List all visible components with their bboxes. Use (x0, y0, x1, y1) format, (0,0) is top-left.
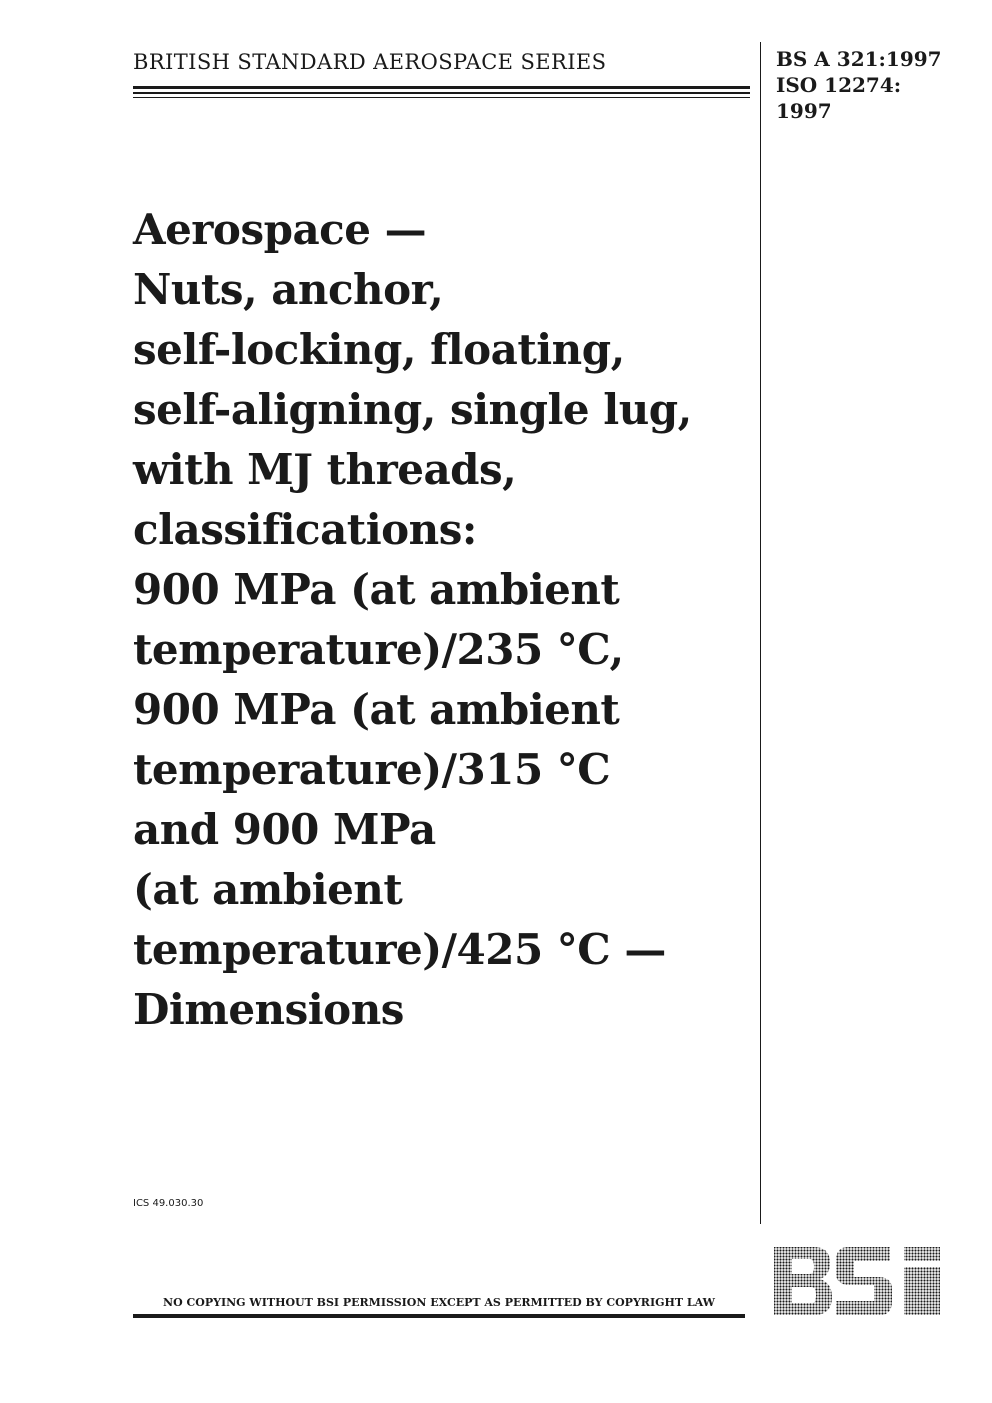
title-line: Dimensions (133, 985, 404, 1034)
standard-number-line: 1997 (776, 99, 832, 123)
title-line: 900 MPa (at ambient (133, 565, 620, 614)
title-line: self-aligning, single lug, (133, 385, 692, 434)
header-rule (133, 92, 750, 94)
standard-number (776, 46, 976, 124)
copyright-notice: NO COPYING WITHOUT BSI PERMISSION EXCEPT AS PERMITTED BY COPYRIGHT LAW (163, 1296, 715, 1309)
title-line: Nuts, anchor, (133, 265, 444, 314)
title-line: self-locking, floating, (133, 325, 625, 374)
title-line: temperature)/235 °C, (133, 625, 624, 674)
title-line: temperature)/425 °C — (133, 925, 666, 974)
footer-rule (133, 1314, 745, 1318)
title-line: with MJ threads, (133, 445, 517, 494)
title-line: (at ambient (133, 865, 403, 914)
header-rule (133, 97, 750, 98)
document-title (133, 200, 753, 1040)
title-line: and 900 MPa (133, 805, 436, 854)
series-title: BRITISH STANDARD AEROSPACE SERIES (133, 50, 607, 74)
title-line: Aerospace — (133, 205, 427, 254)
bsi-logo (770, 1243, 945, 1319)
vertical-divider (760, 42, 761, 1224)
standard-number-line: BS A 321:1997 (776, 47, 942, 71)
title-line: 900 MPa (at ambient (133, 685, 620, 734)
ics-code: ICS 49.030.30 (133, 1198, 204, 1209)
standard-number-line: ISO 12274: (776, 73, 902, 97)
header-rule (133, 86, 750, 89)
title-line: temperature)/315 °C (133, 745, 611, 794)
title-line: classifications: (133, 505, 477, 554)
